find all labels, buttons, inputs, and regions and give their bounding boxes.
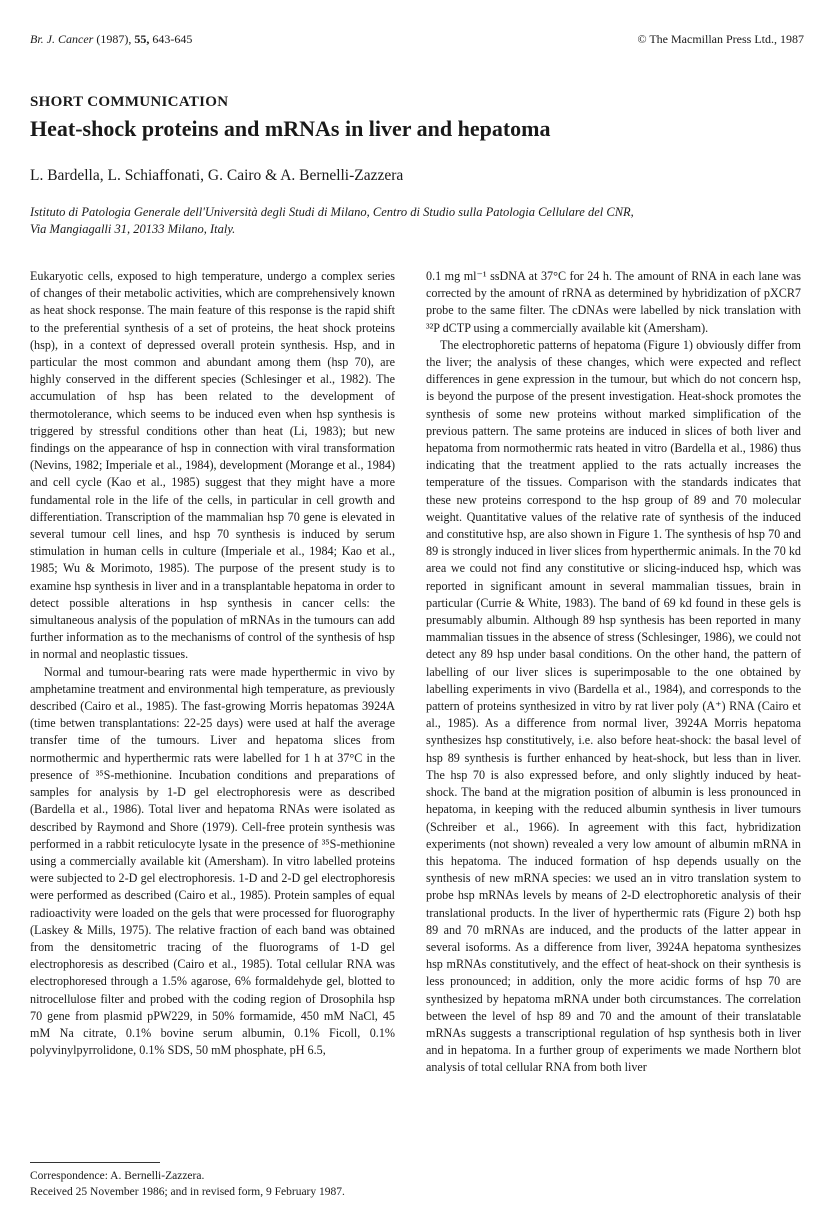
article-type-label: SHORT COMMUNICATION [30, 94, 229, 110]
body-paragraph: Eukaryotic cells, exposed to high temperature, undergo a complex series of changes of their metabolic activities, which are comprehensively known as heat shock response. The main feature of this response is the rapid shift to the preferential synthesis of a set of proteins, the heat shock proteins (hsp), in a context of depressed overall protein synthesis. Hsp, and in particular the most common and abundant among them (hsp 70), are highly conserved in the different species (Schlesinger et al., 1982). The accumulation of hsp has been related to the development of thermotolerance, which seems to be induced even when hsp synthesis is triggered by stressful conditions other than heat (Li, 1983); but new findings on the appearance of hsp in connection with viral transformation (Nevins, 1982; Imperiale et al., 1984), development (Morange et al., 1984) and cell cycle (Kao et al., 1985) suggest that they might have a more fundamental role in the life of the cells, in particular in cell growth and differentiation. Transcription of the mammalian hsp 70 gene is elevated in several tumour cell lines, and hsp 70 synthesis is induced by serum stimulation in human cells in culture (Imperiale et al., 1984; Kao et al., 1985; Wu & Morimoto, 1985). The purpose of the present study is to examine hsp synthesis in liver and in a transplantable hepatoma in order to detect possible alterations in hsp synthesis in cancer cells: the simultaneous analysis of the population of mRNAs in the tumours can add further information as to the mechanisms of control of the synthesis of hsp in normal and neoplastic tissues. [30, 269, 395, 662]
journal-name: Br. J. Cancer [30, 32, 94, 46]
affiliation-line: Istituto di Patologia Generale dell'Università degli Studi di Milano, Centro di Studio sulla Patologia Cellulare del CNR, [30, 205, 634, 219]
body-paragraph: 0.1 mg ml⁻¹ ssDNA at 37°C for 24 h. The amount of RNA in each lane was corrected by the amount of rRNA as determined by hybridization of pXCR7 probe to the same filter. The cDNAs were labelled by nick translation with ³²P dCTP using a commercially available kit (Amersham). [426, 269, 801, 335]
author-list: L. Bardella, L. Schiaffonati, G. Cairo & A. Bernelli-Zazzera [30, 167, 404, 184]
journal-year: (1987), [96, 32, 132, 46]
footnote-divider [30, 1162, 160, 1163]
copyright-notice: © The Macmillan Press Ltd., 1987 [637, 32, 804, 46]
received-note: Received 25 November 1986; and in revised form, 9 February 1987. [30, 1186, 345, 1198]
article-title: Heat-shock proteins and mRNAs in liver and hepatoma [30, 116, 551, 141]
journal-citation [30, 32, 192, 47]
body-paragraph: Normal and tumour-bearing rats were made hyperthermic in vivo by amphetamine treatment and environmental high temperature, as previously described (Cairo et al., 1985). The fast-growing Morris hepatomas 3924A (time betwen transplantations: 22-25 days) were used at half the average transfer time of the tumours. Liver and hepatoma slices from normothermic and hyperthermic rats were labelled for 1 h at 37°C in the presence of ³⁵S-methionine. Incubation conditions and preparations of samples for analysis by 1-D gel electrophoresis were as described (Bardella et al., 1986). Total liver and hepatoma RNAs were isolated as described by Raymond and Shore (1979). Cell-free protein synthesis was performed in a rabbit reticulocyte lysate in the presence of ³⁵S-methionine using a commercially available kit (Amersham). In vitro labelled proteins were subjected to 2-D gel electrophoresis. 1-D and 2-D gel electrophoresis were performed as described (Cairo et al., 1985). Protein samples of equal radioactivity were loaded on the gels that were processed for fluorography (Laskey & Mills, 1975). The relative fraction of each band was obtained from the densitometric tracing of the fluorograms of 1-D gel electrophoresis as described (Cairo et al., 1985). Total cellular RNA was electrophoresed through a 1.5% agarose, 6% formaldehyde gel, blotted to nitrocellulose filter and probed with the coding region of Drosophila hsp 70 gene from plasmid pPW229, in 50% formamide, 450 mM NaCl, 45 mM Na citrate, 0.1% bovine serum albumin, 0.1% Ficoll, 0.1% polyvinylpyrrolidone, 0.1% SDS, 50 mM phosphate, pH 6.5, [30, 664, 395, 1058]
body-column-left [30, 268, 395, 1059]
affiliation [30, 204, 634, 238]
running-header [30, 32, 804, 48]
body-column-right [426, 268, 801, 1077]
journal-volume: 55, [134, 32, 150, 46]
body-paragraph: The electrophoretic patterns of hepatoma (Figure 1) obviously differ from the liver; the analysis of these changes, which were expected and reflect differences in gene expression in the tumour, but which do not concern hsp, is beyond the purpose of the present investigation. Heat-shock promotes the synthesis of some new proteins without marked simplification of the previous pattern. The same proteins are induced in slices of both liver and hepatoma from normothermic rats heated in vitro (Bardella et al., 1986) thus indicating that the treatment applied to the rats actually increases the temperature of the tissues. Comparison with the standards indicates that these new proteins correspond to the hsp group of 89 and 70 molecular weight. Quantitative values of the relative rate of synthesis of the induced and constitutive hsp, are also shown in Figure 1. The synthesis of hsp 70 and 89 is strongly induced in liver slices from hyperthermic animals. In the 70 kd area we could not find any constitutive or slicing-induced hsp, which was reported in significant amount in several mammalian tissues, brain in particular (Currie & White, 1983). The band of 69 kd found in these gels is presumably albumin. Although 89 hsp synthesis has been reported in many mammalian tissues in the absence of stress (Schlesinger, 1986), we could not detect any 89 hsp under basal conditions. On the other hand, the pattern of labelling of our liver slices is superimposable to the one obtained by labelling experiments in vivo (Bardella et al., 1984), and corresponds to the pattern of proteins synthesized in vitro by rat liver poly (A⁺) RNA (Cairo et al., 1985). As a difference from normal liver, 3924A Morris hepatoma synthesizes hsp constitutively, i.e. also before heat-shock: the basal level of hsp 89 synthesis is further enhanced by heat-shock, but less than in liver. The hsp 70 is also expressed before, and only slightly induced by heat-shock. The band at the migration position of albumin is less pronounced in hepatoma, in keeping with the reduced albumin synthesis in liver tumours (Schreiber et al., 1966). In agreement with this fact, hybridization experiments (not shown) revealed a very low amount of albumin mRNA in this hepatoma. The induced formation of hsp depends usually on the synthesis of new mRNA species: we used an in vitro translation system to probe hsp mRNAs levels by means of 2-D electrophoretic analysis of their translational products. In the liver of hyperthermic rats (Figure 2) both hsp 89 and 70 mRNAs are induced, and the products of the latter appear in several isoforms. As a difference from liver, 3924A hepatoma synthesizes hsp mRNAs constitutively, and the effect of heat-shock on their synthesis is less pronounced; in addition, only the more acidic forms of hsp 70 are synthesized by hepatoma mRNA under both circumstances. The correlation between the level of hsp 89 and 70 and the amount of their translatable mRNAs suggests a transcriptional regulation of hsp synthesis both in liver and in hepatoma. In a further group of experiments we made Northern blot analysis of total cellular RNA from both liver [426, 337, 801, 1075]
affiliation-line: Via Mangiagalli 31, 20133 Milano, Italy. [30, 222, 236, 236]
correspondence-note: Correspondence: A. Bernelli-Zazzera. [30, 1170, 205, 1182]
journal-pages: 643-645 [152, 32, 193, 46]
